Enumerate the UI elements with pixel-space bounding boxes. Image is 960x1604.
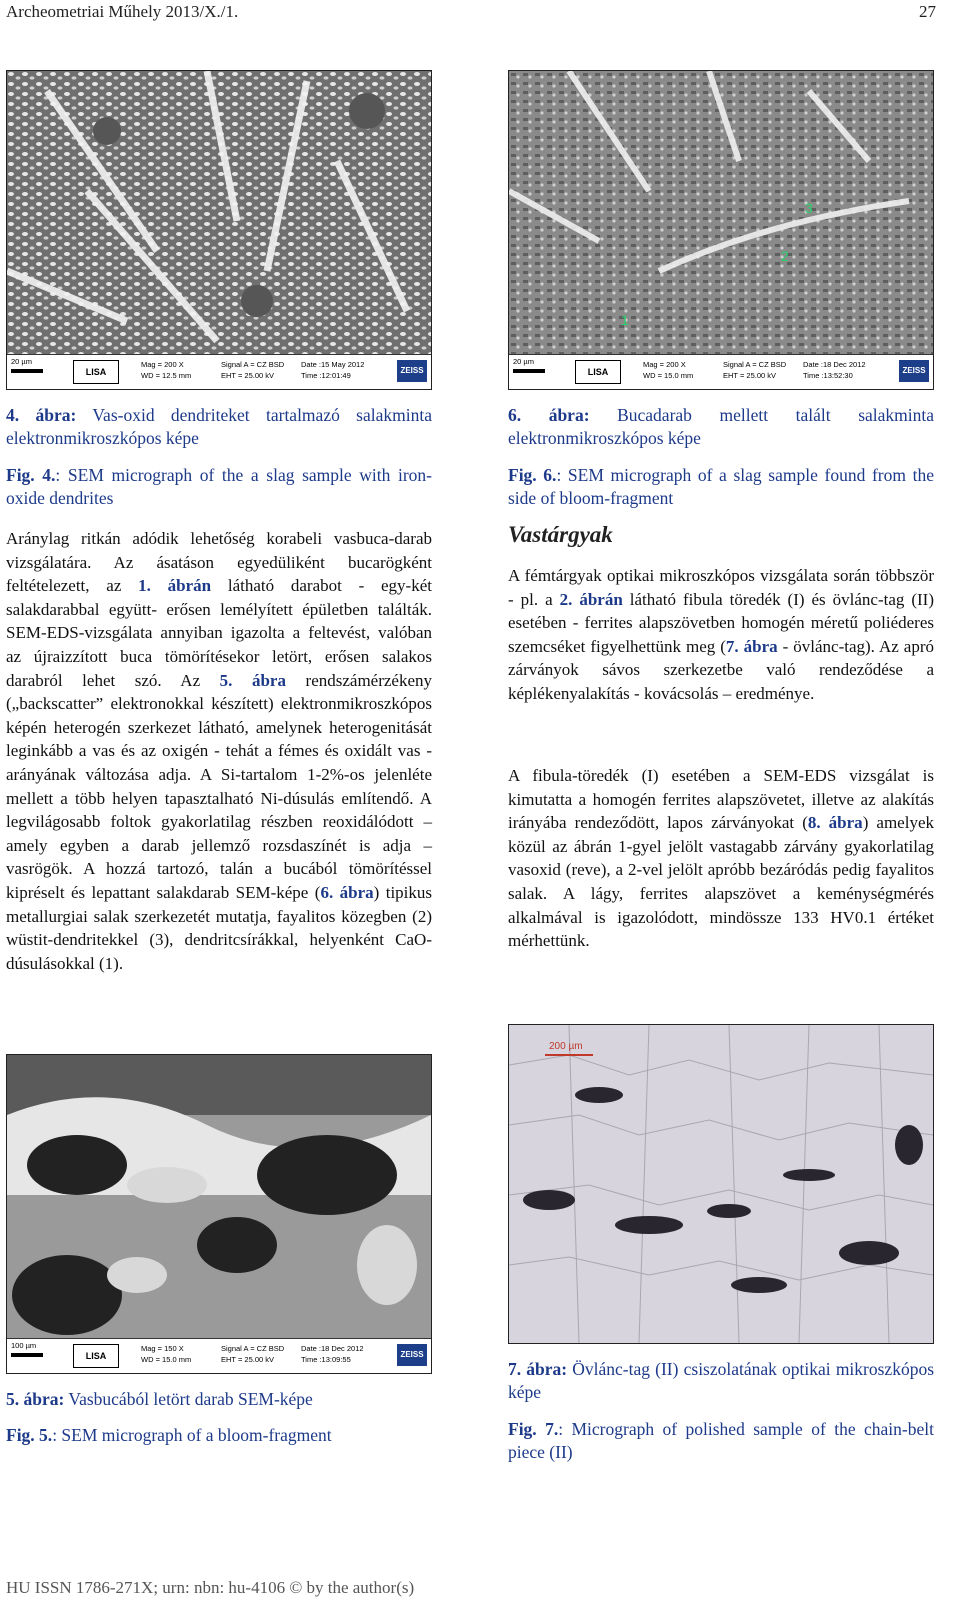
fig6-info-bar: 20 µm LISA Mag = 200 X WD = 15.0 mm Signal A = CZ BSD EHT = 25.00 kV Date :18 Dec 2012 Time :13:52:30 ZEISS — [509, 354, 933, 389]
fig4-info-bar: 20 µm LISA Mag = 200 X WD = 12.5 mm Signal A = CZ BSD EHT = 25.00 kV Date :15 May 2012 Time :12:01:49 ZEISS — [7, 354, 431, 389]
ref-fig6: 6. ábra — [320, 882, 374, 902]
fig6-caption-en: Fig. 6.: SEM micrograph of a slag sample found from the side of bloom-fragment — [508, 465, 934, 508]
right-body-p1: A fémtárgyak optikai mikroszkópos vizsgálata során többször - pl. a 2. ábrán látható fibula töredék (I) és övlánc-tag (II) esetében - ferrites alapszövetben homogén méretű poliéderes szemcséket figyelhettünk meg (7. ábra - övlánc-tag). Az apró zárványok sávos szerkezetbe való rendeződése a képlékenyalakítás - kovácsolás – eredménye. — [508, 566, 934, 703]
fig7-optical-image — [509, 1025, 933, 1343]
fig6-marker-1: 1 — [621, 312, 629, 328]
fig5-micrograph — [6, 1054, 432, 1374]
lisa-logo: LISA — [73, 1344, 119, 1368]
left-body-text: Aránylag ritkán adódik lehetőség korabeli vasbuca-darab vizsgálatára. Az ásatáson egyedüliként bucarögként feltételezett, az 1. ábrán látható darabot - egy-két salakdarabbal együtt- erősen lemélyített épületben találták. SEM-EDS-vizsgálata annyiban igazolta a feltevést, valóban az újraizzított buca tömörítésekor letört, erősen salakos darabról lehet szó. Az 5. ábra rendszámérzékeny („backscatter” elektronokkal készített) elektronmikroszkópos képén heterogén szerkezet látható, amelynek heterogenitását leginkább a vas és az oxigén - tehát a fémes és oxidált vas - arányának változása adja. A Si-tartalom 1-2%-os jelenléte mellett a több helyen tapasztalható Ni-dúsulás említendő. A legvilágosabb foltok gyakorlatilag részben reoxidálódott – amely egyben a darab jellemző rozsdaszínét is adja – vasrögök. A hozzá tartozó, talán a bucából tömörítéssel kipréselt és lepattant salakdarab SEM-képe (6. ábra) tipikus metallurgiai salak szerkezetét mutatja, fayalitos közegben (2) wüstit-dendritekkel (3), dendritcsírákkal, helyenként CaO-dúsulásokkal (1). — [6, 529, 433, 973]
fig5-caption-hu: 5. ábra: Vasbucából letört darab SEM-képe — [6, 1389, 313, 1409]
fig6-scale: 20 µm — [513, 357, 545, 373]
fig7-caption-hu: 7. ábra: Övlánc-tag (II) csiszolatának optikai mikroszkópos képe — [508, 1359, 935, 1402]
fig5-info-bar: 100 µm LISA Mag = 150 X WD = 15.0 mm Signal A = CZ BSD EHT = 25.00 kV Date :18 Dec 2012 Time :13:09:55 ZEISS — [7, 1338, 431, 1373]
fig6-caption-hu: 6. ábra: Bucadarab mellett talált salakminta elektronmikroszkópos képe — [508, 405, 935, 448]
fig5-bloom-image — [7, 1055, 431, 1339]
fig6-slag-image — [509, 71, 933, 355]
fig5-caption-en: Fig. 5.: SEM micrograph of a bloom-fragment — [6, 1425, 332, 1445]
fig4-scale: 20 µm — [11, 357, 43, 373]
fig7-caption-en: Fig. 7.: Micrograph of polished sample of the chain-belt piece (II) — [508, 1419, 934, 1462]
fig5-scale: 100 µm — [11, 1341, 43, 1357]
ref-fig5: 5. ábra — [219, 670, 286, 690]
zeiss-logo: ZEISS — [397, 1344, 427, 1366]
fig7-scale: 200 µm — [549, 1041, 583, 1052]
fig6-marker-2: 2 — [781, 248, 789, 264]
ref-fig8: 8. ábra — [807, 813, 863, 833]
right-body-p2: A fibula-töredék (I) esetében a SEM-EDS vizsgálat is kimutatta a homogén ferrites alapszövetet, illetve az alakítás irányába rendeződött, lapos zárványokat (8. ábra) amelyek közül az ábrán 1-gyel jelölt vastagabb zárvány gyakorlatilag vasoxid (reve), a 2-vel jelölt apróbb bezáródás pedig fayalitos salak. A lágy, ferrites alapszövet a keménységmérés alkalmával is igazolódott, mindössze 133 HV0.1 értéket mérhettünk. — [508, 766, 934, 951]
ref-fig1: 1. ábrán — [138, 576, 212, 596]
footer: HU ISSN 1786-271X; urn: nbn: hu-4106 © by the author(s) — [6, 1578, 415, 1597]
lisa-logo: LISA — [575, 360, 621, 384]
ref-fig7: 7. ábra — [725, 636, 778, 656]
zeiss-logo: ZEISS — [899, 360, 929, 382]
fig6-marker-3: 3 — [805, 200, 813, 216]
fig4-caption-en: Fig. 4.: SEM micrograph of the a slag sample with iron-oxide dendrites — [6, 465, 432, 508]
lisa-logo: LISA — [73, 360, 119, 384]
ref-fig2: 2. ábrán — [559, 589, 623, 609]
fig6-micrograph — [508, 70, 934, 390]
fig7-micrograph — [508, 1024, 934, 1344]
journal-header: Archeometriai Műhely 2013/X./1. — [6, 2, 239, 21]
fig4-dendrite-image — [7, 71, 431, 355]
section-heading: Vastárgyak — [508, 522, 613, 547]
fig4-micrograph — [6, 70, 432, 390]
fig4-caption-hu: 4. ábra: Vas-oxid dendriteket tartalmazó salakminta elektronmikroszkópos képe — [6, 405, 432, 448]
zeiss-logo: ZEISS — [397, 360, 427, 382]
page-number: 27 — [919, 2, 936, 21]
